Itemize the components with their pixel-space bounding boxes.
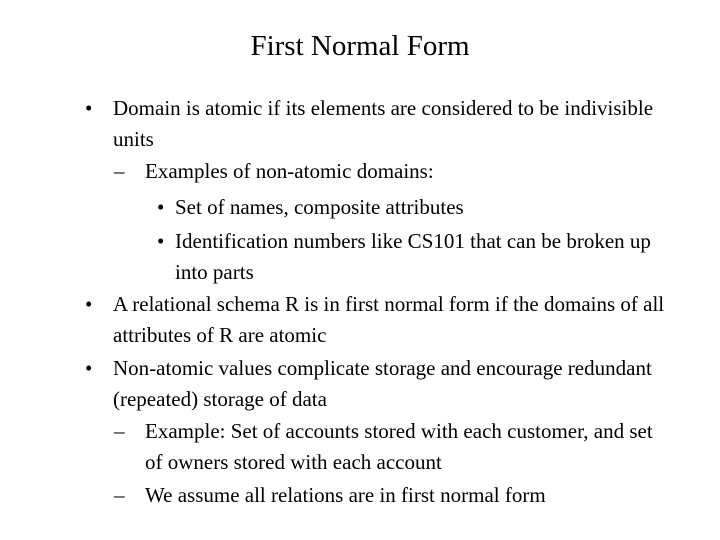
bullet-text: A relational schema R is in first normal form if the domains of all attributes of R are atomic	[113, 292, 665, 348]
sub-bullet-text: Examples of non-atomic domains:	[145, 159, 434, 183]
bullet-item	[85, 353, 673, 416]
bullet-item	[85, 289, 673, 352]
sub-bullet-text: Example: Set of accounts stored with each customer, and set of owners stored with each account	[145, 419, 653, 475]
dash-marker: –	[114, 159, 125, 183]
bullet-text: Non-atomic values complicate storage and encourage redundant (repeated) storage of data	[113, 356, 652, 412]
bullet-item	[85, 93, 673, 156]
bullet-text: Domain is atomic if its elements are considered to be indivisible units	[113, 96, 654, 152]
bullet-marker: •	[157, 229, 165, 253]
sub-sub-bullet-item	[157, 226, 675, 289]
sub-bullet-text: We assume all relations are in first normal form	[145, 483, 546, 507]
sub-sub-bullet-text: Set of names, composite attributes	[175, 195, 464, 219]
bullet-marker: •	[85, 356, 93, 380]
dash-marker: –	[114, 483, 125, 507]
sub-bullet-item	[114, 416, 675, 479]
sub-sub-bullet-item	[157, 192, 675, 223]
bullet-marker: •	[85, 96, 93, 120]
slide-title: First Normal Form	[250, 30, 470, 62]
dash-marker: –	[114, 419, 125, 443]
bullet-marker: •	[157, 195, 165, 219]
sub-sub-bullet-text: Identification numbers like CS101 that can be broken up into parts	[175, 229, 651, 285]
bullet-marker: •	[85, 292, 93, 316]
sub-bullet-item	[114, 156, 675, 187]
sub-bullet-item	[114, 480, 675, 511]
